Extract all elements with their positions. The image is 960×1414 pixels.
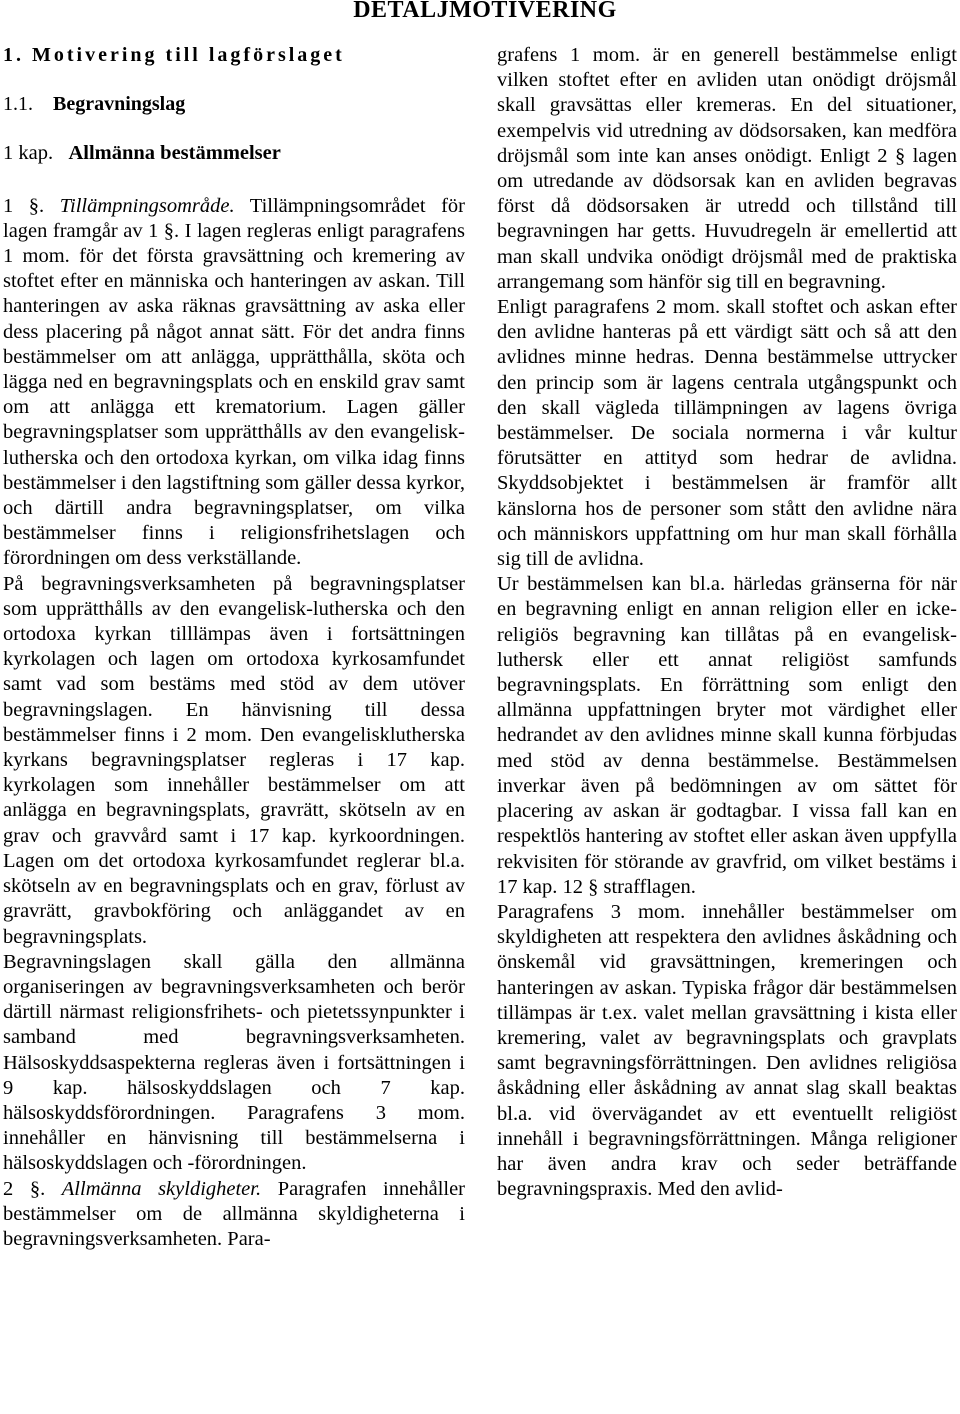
- chapter-heading: [3, 141, 465, 166]
- spacer: [3, 169, 465, 194]
- paragraph-4: Paragrafens 3 mom. innehåller bestämmelser om skyldigheten att respektera den avlidnes åskådning och önskemål vid gravsättningen, kremeringen och hanteringen av askan. Typiska frågor där bestämmelsen tillämpas är t.ex. valet mellan gravsättning i kista eller kremering, valet av begravningsplats och gravplats samt begravningsförrättningen. Den avlidnes religiösa åskådning eller åskådning av annat slag skall beaktas bl.a. vid övervägandet av ett eventuellt religiöst innehåll i begravningsförrättningen. Många religioner har även andra krav och seder beträffande begravningspraxis. Med den avlid-: [497, 900, 957, 1201]
- paragraph-text: Tillämpningsområdet för lagen framgår av 1 §. I lagen regleras enligt paragrafens 1 mom. för det första gravsättning och kremering av stoftet efter en människa och hanteringen av askan. Till hanteringen av aska räknas gravsättning av aska eller dess placering på något annat sätt. För det andra finns bestämmelser om att anlägga, upprätthålla, sköta och lägga ned en begravningsplats och en enskild grav samt om att anlägga ett krematorium. Lagen gäller begravningsplatser som upprätthålls av den evangelisk-lutherska och den ortodoxa kyrkan, om vilka idag finns bestämmelser i den lagstiftning som gäller dessa kyrkor, och därtill andra begravningsplatser, om vilka bestämmelser finns i religionsfrihetslagen och förordningen om dess verkställande.: [3, 194, 466, 570]
- paragraph-text: Paragrafen innehåller bestämmelser om de allmänna skyldigheterna i begravningsverksamheten. Para-: [3, 1177, 466, 1250]
- chapter-title: Allmänna bestämmelser: [68, 142, 281, 165]
- paragraph-1-section: [3, 194, 465, 572]
- section-title: Tillämpningsområde.: [59, 194, 235, 217]
- paragraph-3: Ur bestämmelsen kan bl.a. härledas gränserna för när en begravning enligt en annan religion eller en icke-religiös begravning kan tillåtas på en evangelisk-luthersk eller ett annat religiöst samfunds begravningsplats. En förrättning som enligt den allmänna uppfattningen bryter mot värdighet eller hedrandet av den avlidnes minne skall kunna förbjudas med stöd av denna bestämmelse. Bestämmelsen inverkar även på bedömningen av om sättet för placering av askan är godtagbar. I vissa fall kan en respektlös hantering av stoftet eller askan även uppfylla rekvisiten för störande av gravfrid, om vilket bestäms i 17 kap. 12 § strafflagen.: [497, 573, 957, 898]
- section-heading-1: 1. Motivering till lagförslaget: [3, 44, 345, 66]
- paragraph-1: grafens 1 mom. är en generell bestämmelse enligt vilken stoftet efter en avliden utan onödigt dröjsmål skall gravsättas eller kremeras. En del situationer, exempelvis vid utredning av dödsorsaken, kan medföra dröjsmål som inte kan anses onödigt. Enligt 2 § lagen om utredande av dödsorsak kan en avliden begravas först då dödsorsaken är utredd och tillstånd till begravningen har getts. Huvudregeln är emellertid att man skall undvika onödigt dröjsmål med de praktiska arrangemang som hänför sig till en begravning.: [497, 44, 957, 293]
- left-column: [3, 43, 465, 1252]
- section-title: Allmänna skyldigheter.: [61, 1177, 262, 1200]
- right-column: [497, 43, 957, 1202]
- section-number: 1 §.: [3, 194, 45, 217]
- paragraph-3: Begravningslagen skall gälla den allmänna organiseringen av begravningsverksamheten och berör därtill närmast religionsfrihets- och pietetssynpunkter i samband med begravningsverksamheten. Hälsoskyddsaspekterna regleras även i fortsättningen i 9 kap. hälsoskyddslagen och 7 kap. hälsoskyddsförordningen. Paragrafens 3 mom. innehåller en hänvisning till bestämmelserna i hälsoskyddslagen och -förordningen.: [3, 950, 465, 1175]
- heading-number: 1.1.: [3, 93, 33, 116]
- paragraph-2: På begravningsverksamheten på begravningsplatser som upprätthålls av den evangelisk-lutherska och den ortodoxa kyrkan tilllämpas även i fortsättningen kyrkolagen och lagen om ortodoxa kyrkosamfundet samt vad som bestäms med stöd av dem utöver begravningslagen. En hänvisning till dessa bestämmelser finns i 2 mom. Den evangelisklutherska kyrkans begravningsplatser regleras i 17 kap. kyrkolagen som innehåller bestämmelser om att anlägga en begravningsplats, gravrätt, skötseln av en grav och gravvård samt i 17 kap. kyrkoordningen. Lagen om det ortodoxa kyrkosamfundet reglerar bl.a. skötseln av en begravningsplats och en grav, förlust av gravrätt, gravbokföring och anläggandet av en begravningsplats.: [3, 572, 465, 948]
- paragraph-2: Enligt paragrafens 2 mom. skall stoftet och askan efter den avlidne hanteras på ett värdigt sätt och så att den avlidnes minne hedras. Denna bestämmelse uttrycker den princip som är lagens centrala utgångspunkt och den skall vägleda tillämpningen av lagens övriga bestämmelser. De sociala normerna i vår kultur förutsätter en attityd som hedrar de avlidna. Skyddsobjektet i bestämmelsen är framför allt känslorna hos de personer som stått den avlidne nära och människors uppfattning om hur man skall förhålla sig till de avlidna.: [497, 296, 957, 571]
- section-heading-1-1: [3, 92, 465, 117]
- paragraph-2-section: [3, 1177, 465, 1253]
- page-header: [0, 0, 960, 24]
- page-title: DETALJMOTIVERING: [353, 0, 617, 23]
- chapter-number: 1 kap.: [3, 142, 54, 165]
- heading-title: Begravningslag: [53, 93, 186, 116]
- section-number: 2 §.: [3, 1177, 46, 1200]
